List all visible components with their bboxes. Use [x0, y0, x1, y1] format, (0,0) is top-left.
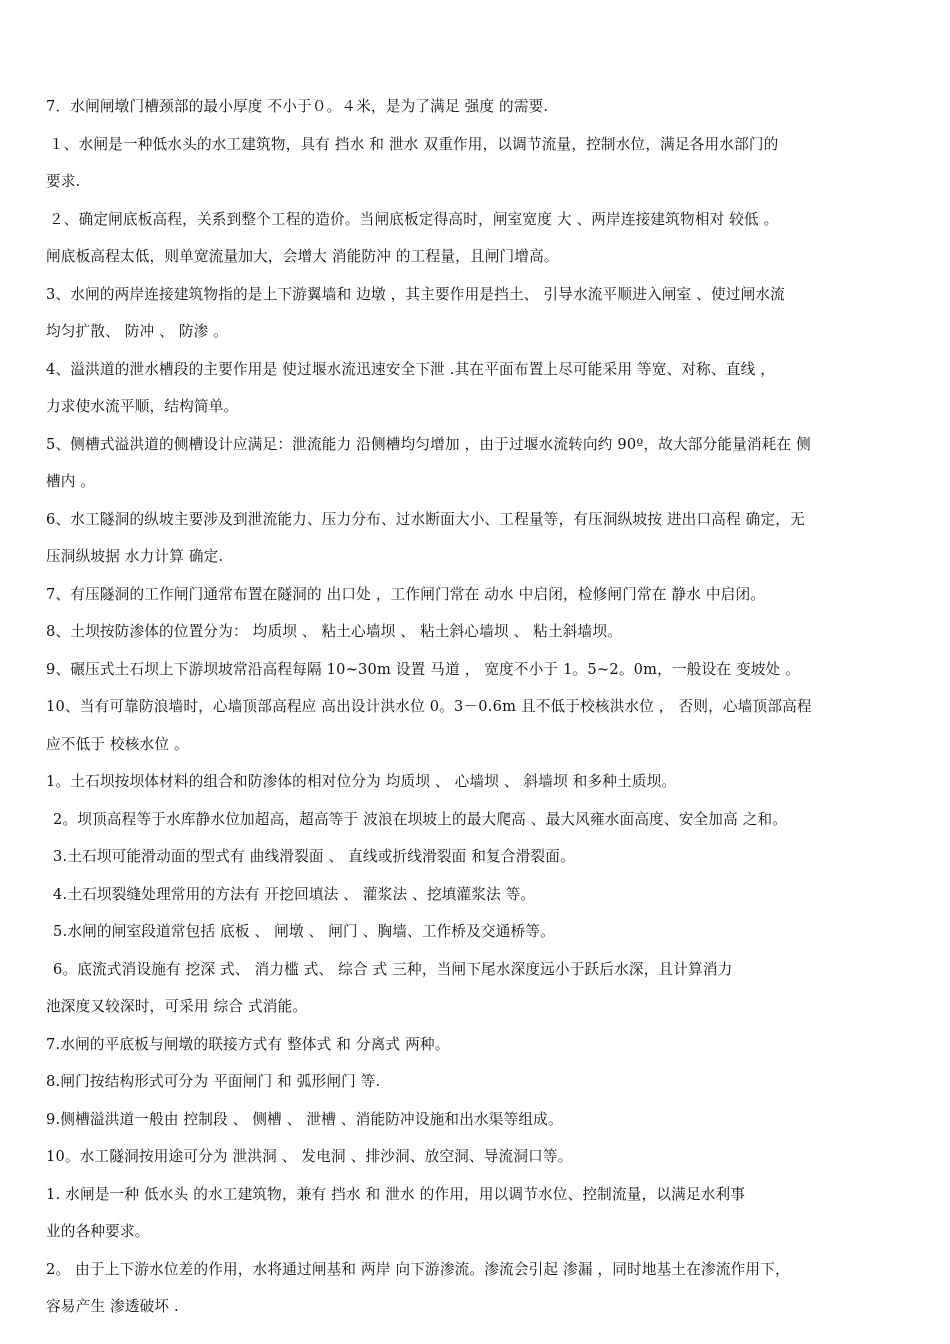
text-line: 8、土坝按防渗体的位置分为： 均质坝 、 粘土心墙坝 、 粘土斜心墙坝 、 粘土斜墙坝。	[46, 623, 622, 640]
question-7-floor-pier-joint	[46, 1026, 910, 1064]
question-1-dam-types	[46, 763, 910, 801]
text-line: 力求使水流平顺，结构简单。	[46, 398, 239, 415]
question-9-side-spillway-parts	[46, 1101, 910, 1139]
question-4-spillway-chute	[46, 351, 910, 426]
text-line: 应不低于 校核水位 。	[46, 735, 189, 753]
text-line: ２、确定闸底板高程，关系到整个工程的造价。当闸底板定得高时，闸室宽度 大 、两岸连接建筑物相对 较低 。	[49, 210, 779, 228]
question-10-core-wall	[46, 688, 910, 763]
question-8-gate-types	[46, 1063, 910, 1101]
text-line: 6。底流式消设施有 挖深 式、 消力槛 式、 综合 式 三种，当闸下尾水深度远小于跃后水深，且计算消力	[53, 960, 733, 978]
text-line: 10。水工隧洞按用途可分为 泄洪洞 、 发电洞 、排沙洞、放空洞、导流洞口等。	[46, 1148, 573, 1165]
text-line: 容易产生 渗透破坏 .	[46, 1298, 179, 1315]
text-line: 2。 由于上下游水位差的作用，水将通过闸基和 两岸 向下游渗流。渗流会引起 渗漏 ，同时地基土在渗流作用下，	[46, 1260, 790, 1278]
text-line: 业的各种要求。	[46, 1223, 150, 1240]
text-line: 1. 水闸是一种 低水头 的水工建筑物，兼有 挡水 和 泄水 的作用，用以调节水位、控制流量，以满足水利事	[46, 1185, 746, 1203]
question-4-crack-treatment	[46, 876, 910, 914]
text-line: 10、当有可靠防浪墙时，心墙顶部高程应 高出设计洪水位 0。3－0.6m 且不低于校核洪水位 ， 否则，心墙顶部高程	[46, 698, 812, 715]
text-line: 槽内 。	[46, 473, 96, 490]
question-8-seepage-body	[46, 613, 910, 651]
text-line: 4、溢洪道的泄水槽段的主要作用是 使过堰水流迅速安全下泄 .其在平面布置上尽可能采用 等宽、对称、直线 ，	[46, 360, 775, 378]
text-line: 7、有压隧洞的工作闸门通常布置在隧洞的 出口处 ，工作闸门常在 动水 中启闭，检修闸门常在 静水 中启闭。	[46, 585, 766, 603]
text-line: １、水闸是一种低水头的水工建筑物，具有 挡水 和 泄水 双重作用，以调节流量，控制水位，满足各用水部门的	[49, 135, 779, 153]
text-line: 5.水闸的闸室段道常包括 底板 、 闸墩 、 闸门 、胸墙、工作桥及交通桥等。	[53, 923, 555, 940]
text-line: 4.土石坝裂缝处理常用的方法有 开挖回填法 、 灌浆法 、挖填灌浆法 等。	[53, 885, 536, 903]
text-line: 1。土石坝按坝体材料的组合和防渗体的相对位分为 均质坝 、 心墙坝 、 斜墙坝 和多种土质坝。	[46, 773, 677, 790]
question-1-sluice-definition	[46, 126, 910, 201]
question-7-pier-thickness	[46, 88, 910, 126]
question-1-sluice-function	[46, 1176, 910, 1251]
question-6-energy-dissipation	[46, 951, 910, 1026]
question-9-berm	[46, 651, 910, 689]
question-6-tunnel-slope	[46, 501, 910, 576]
text-line: 均匀扩散、 防冲 、 防渗 。	[46, 323, 229, 340]
question-5-chamber-section	[46, 913, 910, 951]
question-2-floor-elevation	[46, 201, 910, 276]
question-3-bank-connection	[46, 276, 910, 351]
question-3-slip-surface	[46, 838, 910, 876]
text-line: 6、水工隧洞的纵坡主要涉及到泄流能力、压力分布、过水断面大小、工程量等，有压洞纵坡按 进出口高程 确定，无	[46, 510, 805, 528]
question-2-crest-elevation	[46, 801, 910, 839]
text-line: 9.侧槽溢洪道一般由 控制段 、 侧槽 、 泄槽 、消能防冲设施和出水渠等组成。	[46, 1110, 563, 1128]
text-line: 压洞纵坡据 水力计算 确定.	[46, 548, 224, 565]
text-line: 5、侧槽式溢洪道的侧槽设计应满足：泄流能力 沿侧槽均匀增加 ，由于过堰水流转向约 90º，故大部分能量消耗在 侧	[46, 435, 811, 453]
text-line: 2。坝顶高程等于水库静水位加超高，超高等于 波浪在坝坡上的最大爬高 、最大风雍水面高度、安全加高 之和。	[53, 810, 788, 828]
text-line: 3、水闸的两岸连接建筑物指的是上下游翼墙和 边墩 ，其主要作用是挡土、 引导水流平顺进入闸室 、使过闸水流	[46, 285, 785, 303]
question-2-seepage	[46, 1251, 910, 1326]
question-5-side-channel	[46, 426, 910, 501]
text-line: 闸底板高程太低，则单宽流量加大，会增大 消能防冲 的工程量，且闸门增高。	[46, 248, 559, 265]
text-line: 8.闸门按结构形式可分为 平面闸门 和 弧形闸门 等.	[46, 1073, 381, 1090]
question-10-tunnel-uses	[46, 1138, 910, 1176]
text-line: 要求.	[46, 173, 81, 190]
text-line: 3.土石坝可能滑动面的型式有 曲线滑裂面 、 直线或折线滑裂面 和复合滑裂面。	[53, 848, 575, 865]
text-line: 9、碾压式土石坝上下游坝坡常沿高程每隔 10~30m 设置 马道 ， 宽度不小于 1。5~2。0m，一般设在 变坡处 。	[46, 660, 800, 678]
text-line: 7．水闸闸墩门槽颈部的最小厚度 不小于０。４米，是为了满足 强度 的需要.	[46, 98, 549, 115]
text-line: 池深度又较深时，可采用 综合 式消能。	[46, 998, 308, 1015]
text-line: 7.水闸的平底板与闸墩的联接方式有 整体式 和 分离式 两种。	[46, 1035, 450, 1053]
question-7-tunnel-gates	[46, 576, 910, 614]
